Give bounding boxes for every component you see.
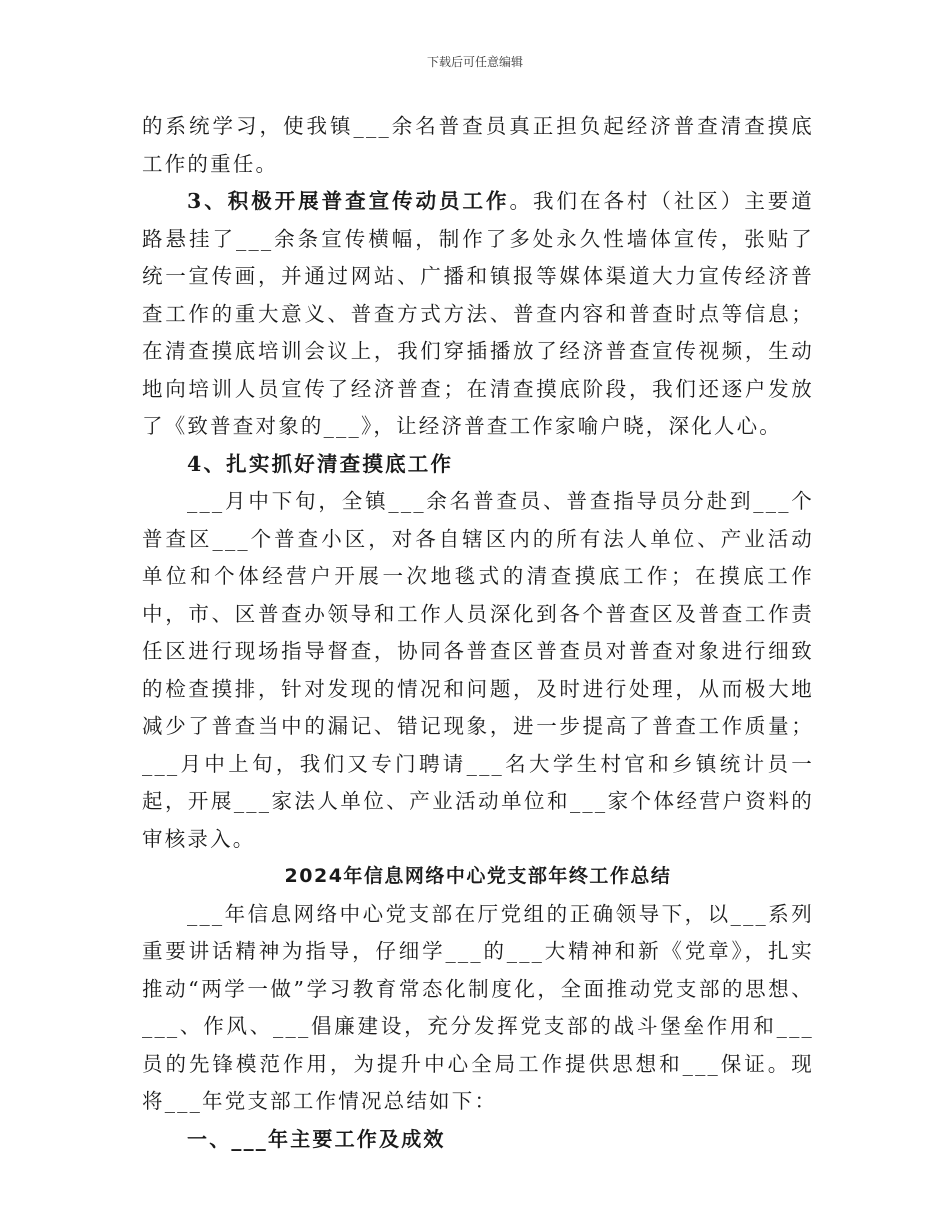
document-body bbox=[142, 108, 814, 1158]
paragraph-continuation: 的系统学习，使我镇___余名普查员真正担负起经济普查清查摸底工作的重任。 bbox=[142, 114, 814, 176]
section-heading: 一、___年主要工作及成效 bbox=[187, 1126, 446, 1151]
subheading-survey: 4、扎实抓好清查摸底工作 bbox=[187, 451, 454, 476]
paragraph-survey: ___月中下旬，全镇___余名普查员、普查指导员分赴到___个普查区___个普查小区，对各自辖区内的所有法人单位、产业活动单位和个体经营户开展一次地毯式的清查摸底工作；在摸底工作中，市、区普查办领导和工作人员深化到各个普查区及普查工作责任区进行现场指导督查，协同各普查区普查员对普查对象进行细致的检查摸排，针对发现的情况和问题，及时进行处理，从而极大地减少了普查当中的漏记、错记现象，进一步提高了普查工作质量；___月中上旬，我们又专门聘请___名大学生村官和乡镇统计员一起，开展___家法人单位、产业活动单位和___家个体经营户资料的审核录入。 bbox=[142, 489, 814, 851]
paragraph-publicity bbox=[142, 183, 814, 446]
page-header: 下载后可任意编辑 bbox=[426, 55, 523, 69]
paragraph-lead-heading: 3、积极开展普查宣传动员工作 bbox=[187, 189, 510, 213]
paragraph-body: 。我们在各村（社区）主要道路悬挂了___余条宣传横幅，制作了多处永久性墙体宣传，张贴了统一宣传画，并通过网站、广播和镇报等媒体渠道大力宣传经济普查工作的重大意义、普查方式方法、普查内容和普查时点等信息；在清查摸底培训会议上，我们穿插播放了经济普查宣传视频，生动地向培训人员宣传了经济普查；在清查摸底阶段，我们还逐户发放了《致普查对象的___》，让经济普查工作家喻户晓，深化人心。 bbox=[142, 189, 814, 438]
document-title: 2024年信息网络中心党支部年终工作总结 bbox=[284, 865, 672, 887]
paragraph-intro: ___年信息网络中心党支部在厅党组的正确领导下，以___系列重要讲话精神为指导，仔细学___的___大精神和新《党章》，扎实推动“两学一做”学习教育常态化制度化，全面推动党支部的思想、___、作风、___倡廉建设，充分发挥党支部的战斗堡垒作用和___员的先锋模范作用，为提升中心全局工作提供思想和___保证。现将___年党支部工作情况总结如下： bbox=[142, 901, 814, 1113]
